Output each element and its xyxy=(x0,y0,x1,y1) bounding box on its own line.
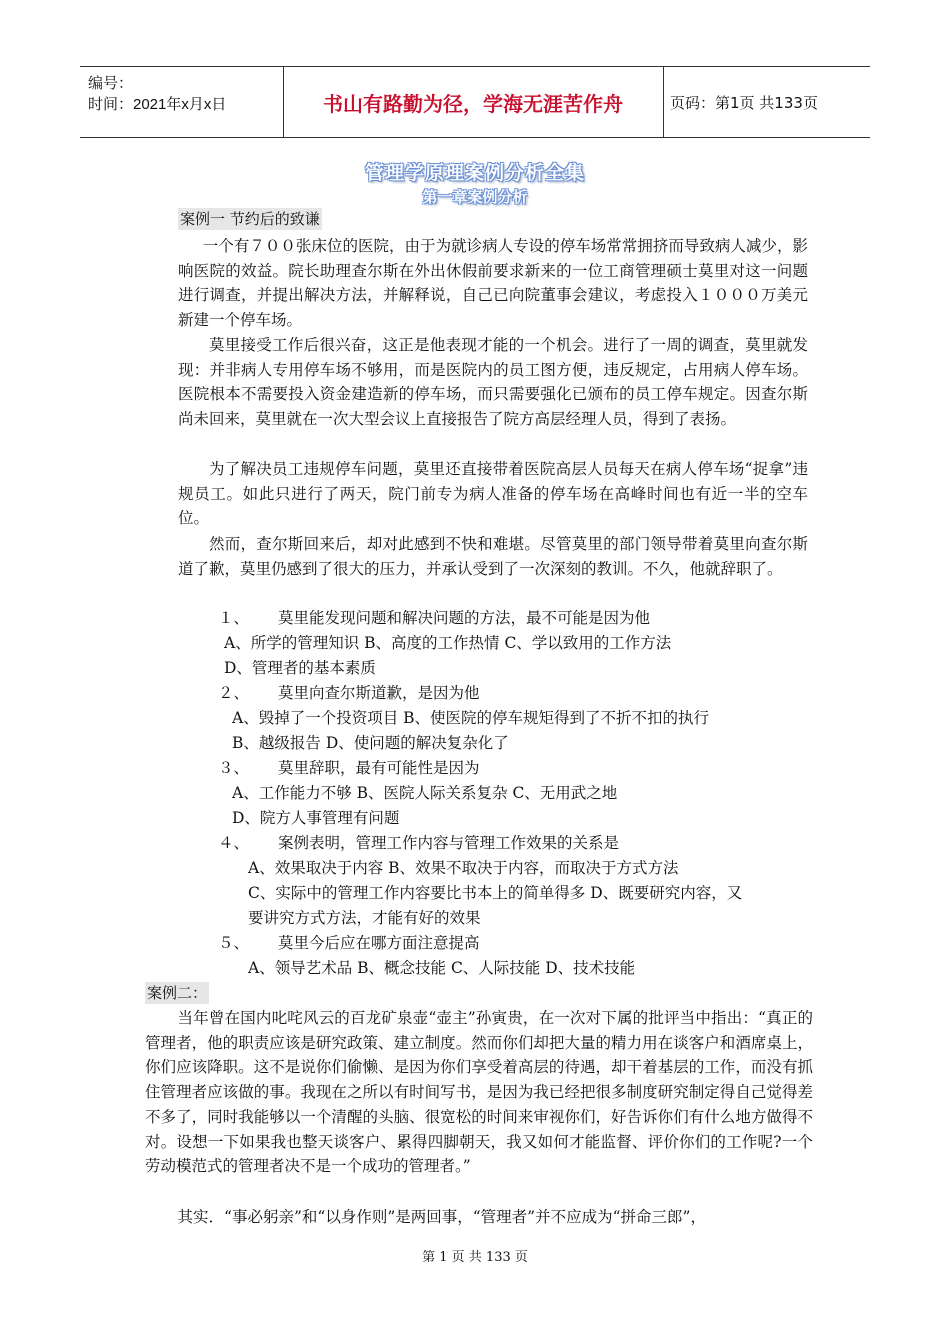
question-number: ５、 xyxy=(218,934,250,952)
chapter-subtitle: 第一章案例分析 xyxy=(422,188,528,206)
question xyxy=(218,756,480,781)
case1-paragraph: 为了解决员工违规停车问题，莫里还直接带着医院高层人员每天在病人停车场“捉拿”违规员工。如此只进行了两天，院门前专为病人准备的停车场在高峰时间也有近一半的空车位。 xyxy=(178,460,808,528)
question-option-line: A、工作能力不够 B、医院人际关系复杂 C、无用武之地 xyxy=(232,784,618,802)
case1-paragraph: 然而，查尔斯回来后，却对此感到不快和难堪。尽管莫里的部门领导带着莫里向查尔斯道了歉，莫里仍感到了很大的压力，并承认受到了一次深刻的教训。不久，他就辞职了。 xyxy=(178,535,808,578)
header-meta xyxy=(88,73,226,115)
question-text: 莫里能发现问题和解决问题的方法，最不可能是因为他 xyxy=(278,609,651,627)
document-title: 管理学原理案例分析全集 xyxy=(364,162,585,184)
question xyxy=(218,831,619,856)
question-option-line: C、实际中的管理工作内容要比书本上的简单得多 D、既要研究内容，又 xyxy=(248,884,743,902)
question-text: 莫里向查尔斯道歉，是因为他 xyxy=(278,684,480,702)
question xyxy=(218,606,650,631)
number-label: 编号： xyxy=(88,75,134,92)
case1-heading: 案例一 节约后的致谦 xyxy=(180,210,320,228)
question-option-line: A、效果取决于内容 B、效果不取决于内容，而取决于方式方法 xyxy=(248,859,679,877)
case2-paragraph: 其实．“事必躬亲”和“以身作则”是两回事，“管理者”并不应成为“拼命三郎”， xyxy=(177,1208,706,1226)
question-number: ２、 xyxy=(218,684,250,702)
question-text: 莫里辞职，最有可能性是因为 xyxy=(278,759,480,777)
case2-paragraph: 当年曾在国内叱咤风云的百龙矿泉壶“壶主”孙寅贵，在一次对下属的批评当中指出：“真正的管理者，他的职责应该是研究政策、建立制度。然而你们却把大量的精力用在谈客户和酒席桌上，你们应该降职。这不是说你们偷懒、是因为你们享受着高层的待遇，却干着基层的工作，而没有抓住管理者应该做的事。我现在之所以有时间写书，是因为我已经把很多制度研究制定得自己觉得差不多了，同时我能够以一个清醒的头脑、很宽松的时间来审视你们，好告诉你们有什么地方做得不对。设想一下如果我也整天谈客户、累得四脚朝天，我又如何才能监督、评价你们的工作呢?一个劳动模范式的管理者决不是一个成功的管理者。” xyxy=(145,1009,813,1176)
case1-paragraph: 莫里接受工作后很兴奋，这正是他表现才能的一个机会。进行了一周的调查，莫里就发现：并非病人专用停车场不够用，而是医院内的员工图方便，违反规定，占用病人停车场。医院根本不需要投入资金建造新的停车场，而只需要强化已颁布的员工停车规定。因查尔斯尚未回来，莫里就在一次大型会议上直接报告了院方高层经理人员，得到了表扬。 xyxy=(178,336,808,429)
question-option-line: A、所学的管理知识 B、高度的工作热情 C、学以致用的工作方法 xyxy=(224,634,672,652)
header-divider xyxy=(663,67,664,137)
header-page-info: 页码：第1页 共133页 xyxy=(670,93,818,112)
header-motto: 书山有路勤为径，学海无涯苦作舟 xyxy=(323,91,623,116)
question-option-line: 要讲究方式方法，才能有好的效果 xyxy=(248,909,481,927)
question-text: 莫里今后应在哪方面注意提高 xyxy=(278,934,480,952)
question-number: ３、 xyxy=(218,759,250,777)
question-option-line: D、院方人事管理有问题 xyxy=(232,809,400,827)
question-option-line: A、领导艺术品 B、概念技能 C、人际技能 D、技术技能 xyxy=(248,959,636,977)
question-number: １、 xyxy=(218,609,250,627)
date-label: 时间：2021年x月x日 xyxy=(88,96,227,113)
case2-heading: 案例二： xyxy=(147,984,208,1002)
question-text: 案例表明，管理工作内容与管理工作效果的关系是 xyxy=(278,834,620,852)
question-option-line: B、越级报告 D、使问题的解决复杂化了 xyxy=(232,734,509,752)
question xyxy=(218,681,480,706)
case1-paragraph: 一个有７００张床位的医院，由于为就诊病人专设的停车场常常拥挤而导致病人减少，影响医院的效益。院长助理查尔斯在外出休假前要求新来的一位工商管理硕士莫里对这一问题进行调查，并提出解决方法，并解释说，自己已向院董事会建议，考虑投入１０００万美元新建一个停车场。 xyxy=(178,237,808,330)
header-table xyxy=(80,66,870,138)
question-number: ４、 xyxy=(218,834,250,852)
question xyxy=(218,931,480,956)
page-footer: 第 1 页 共 133 页 xyxy=(422,1250,528,1265)
question-option-line: D、管理者的基本素质 xyxy=(224,659,376,677)
question-option-line: A、毁掉了一个投资项目 B、使医院的停车规矩得到了不折不扣的执行 xyxy=(232,709,710,727)
